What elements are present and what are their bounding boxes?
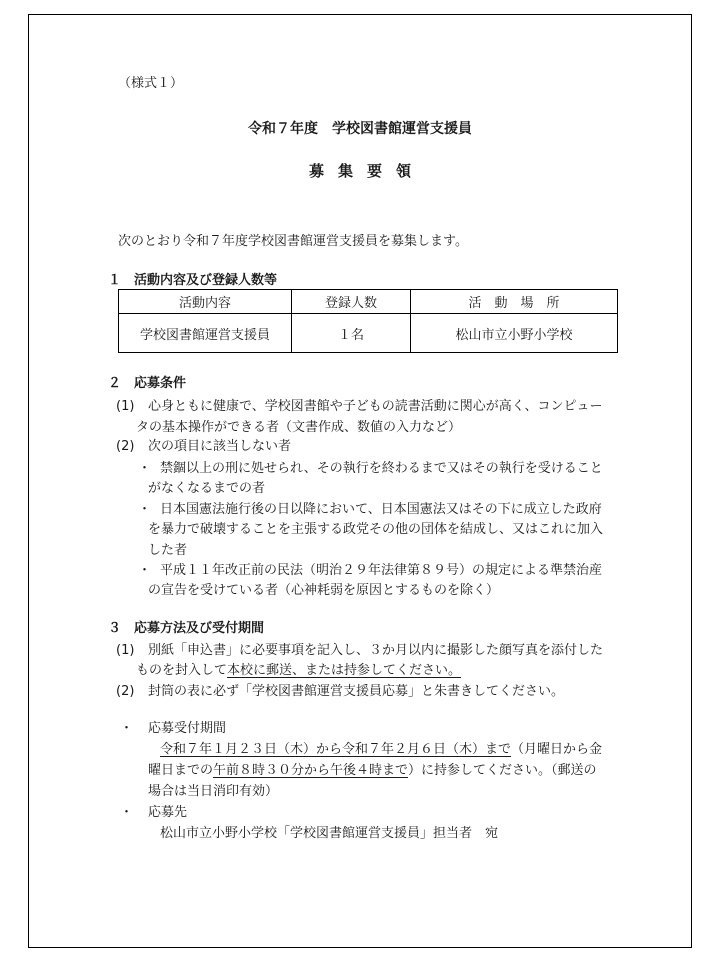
table-header-cell: 活動内容 (119, 290, 292, 314)
period-days-note: （月曜日から金 (511, 742, 603, 757)
bullet-mark: ・ (138, 461, 152, 476)
period-label: 応募受付期間 (148, 721, 227, 736)
method-2-line1: 封筒の表に必ず「学校図書館運営支援員応募」と朱書きしてください。 (148, 684, 565, 699)
bullet3-line1: 平成１１年改正前の民法（明治２９年法律第８９号）の規定による準禁治産 (160, 563, 603, 578)
period-hours: 午前８時３０分から午後４時まで (213, 763, 409, 778)
bullet2-line3: した者 (148, 543, 188, 558)
bullet-mark: ・ (138, 563, 152, 578)
roles-table (118, 289, 618, 353)
bullet-mark: ・ (120, 721, 134, 736)
period-days-cont: 曜日までの (148, 763, 214, 778)
section2-heading: ２ 応募条件 (108, 376, 187, 391)
bullet-mark: ・ (138, 502, 152, 517)
period-dates: 令和７年１月２３日（木）から令和７年２月６日（木）まで (160, 742, 512, 757)
bullet1-line1: 禁錮以上の刑に処せられ、その執行を終わるまで又はその執行を受けること (160, 461, 603, 476)
intro-text: 次のとおり令和７年度学校図書館運営支援員を募集します。 (118, 234, 468, 249)
destination-label: 応募先 (148, 805, 188, 820)
bullet-mark: ・ (120, 805, 134, 820)
item-number: (1) (116, 643, 135, 658)
item-number: (2) (116, 684, 135, 699)
section3-heading: ３ 応募方法及び受付期間 (108, 621, 265, 636)
table-cell: 学校図書館運営支援員 (119, 314, 292, 353)
condition-1-line1: 心身ともに健康で、学校図書館や子どもの読書活動に関心が高く、コンピュー (148, 399, 603, 414)
bullet2-line1: 日本国憲法施行後の日以降において、日本国憲法又はその下に成立した政府 (160, 502, 602, 517)
section1-heading: １ 活動内容及び登録人数等 (108, 273, 278, 288)
bullet1-line2: がなくなるまでの者 (148, 481, 266, 496)
period-instructions: ）に持参してください。（郵送の (408, 763, 597, 778)
method-1-line1: 別紙「申込書」に必要事項を記入し、３か月以内に撮影した顔写真を添付した (148, 643, 604, 658)
page-title: 令和７年度 学校図書館運営支援員 (248, 121, 472, 137)
page-subtitle: 募集要領 (308, 162, 425, 180)
table-cell: １名 (292, 314, 411, 353)
item-number: (1) (116, 399, 135, 414)
method-1-text: ものを封入して (136, 663, 228, 678)
form-label: （様式１） (118, 76, 184, 91)
destination-address: 松山市立小野小学校「学校図書館運営支援員」担当者 宛 (160, 826, 499, 841)
bullet3-line2: の宣告を受けている者（心神耗弱を原因とするものを除く） (148, 583, 500, 598)
table-row (119, 314, 618, 353)
condition-2-line1: 次の項目に該当しない者 (148, 439, 292, 454)
period-line1 (160, 743, 602, 757)
table-header-row (119, 290, 618, 314)
table-cell: 松山市立小野小学校 (411, 314, 618, 353)
condition-1-line2: タの基本操作ができる者（文書作成、数値の入力など） (136, 420, 462, 435)
method-1-line2 (136, 664, 461, 678)
table-header-cell: 登録人数 (292, 290, 411, 314)
period-line2 (148, 764, 597, 778)
method-1-underlined: 本校に郵送、または持参してください。 (227, 663, 462, 678)
item-number: (2) (116, 439, 135, 454)
bullet2-line2: を暴力で破壊することを主張する政党その他の団体を結成し、又はこれに加入 (148, 522, 604, 537)
table-header-cell: 活 動 場 所 (411, 290, 618, 314)
period-line3: 場合は当日消印有効） (148, 784, 279, 799)
